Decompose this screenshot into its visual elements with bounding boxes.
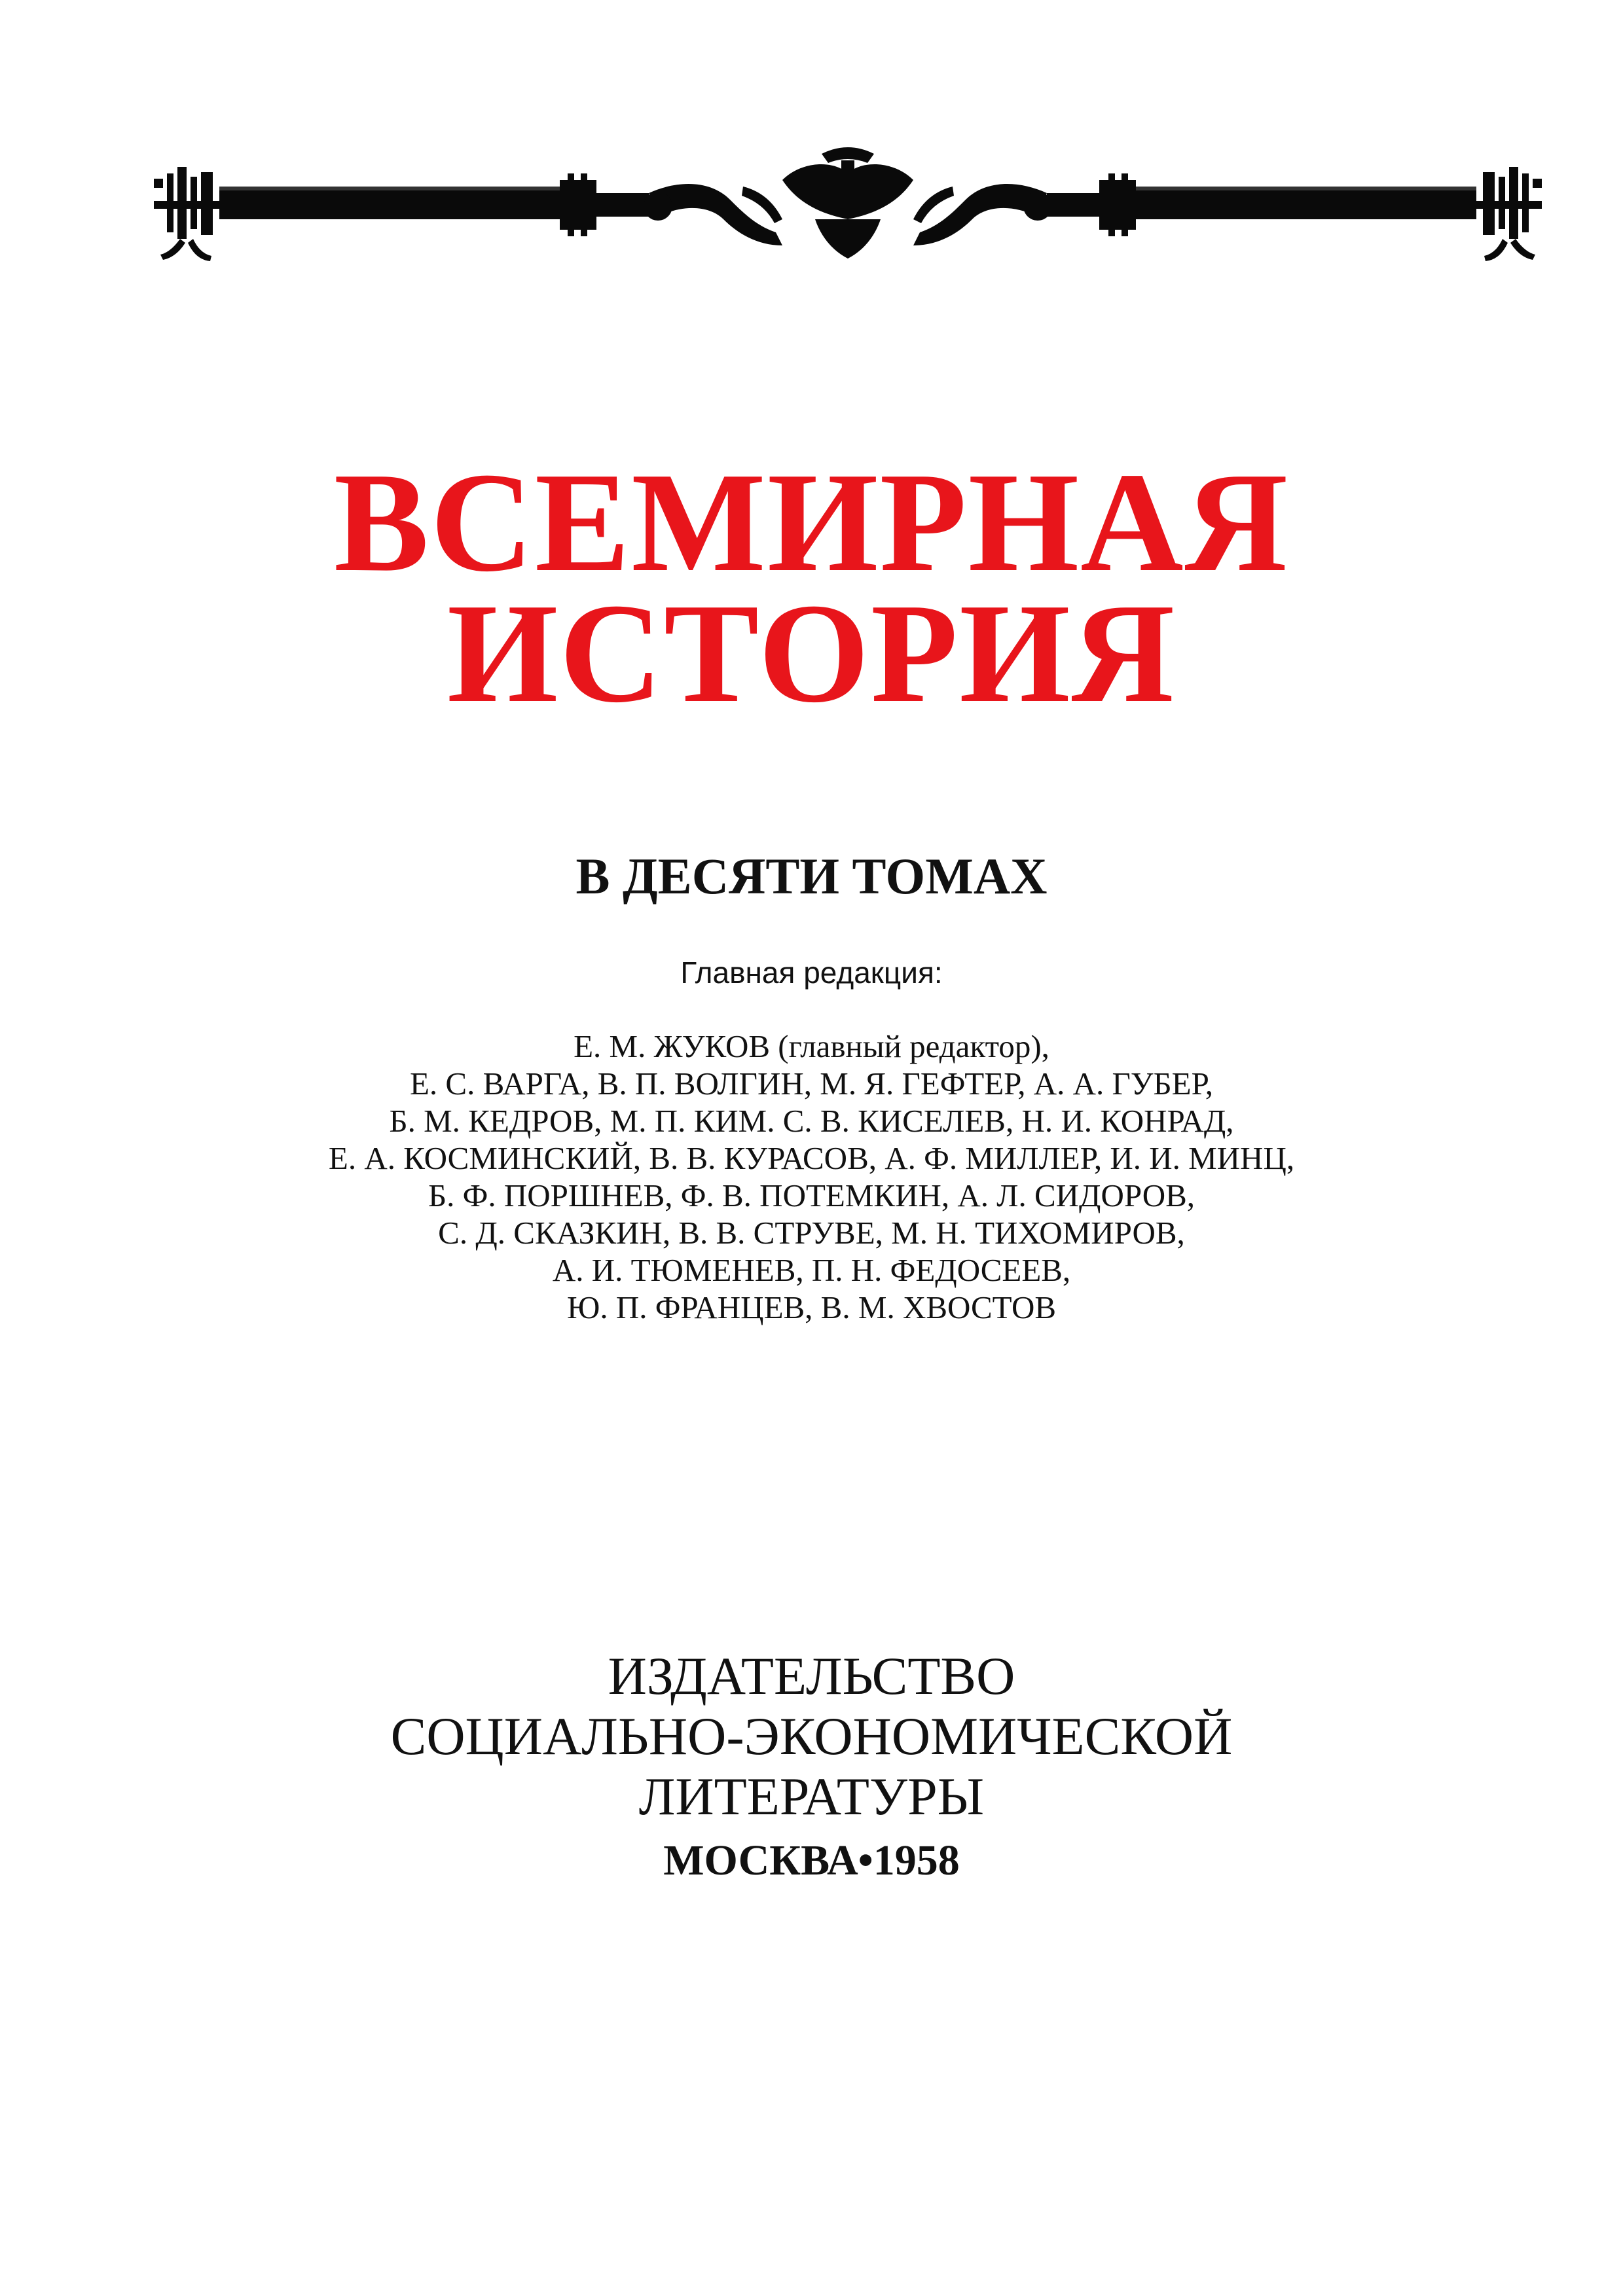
decorative-rod-ornament xyxy=(154,141,1542,272)
editor-line: Е. С. ВАРГА, В. П. ВОЛГИН, М. Я. ГЕФТЕР, А. А. ГУБЕР, xyxy=(410,1066,1213,1102)
publisher-line: ЛИТЕРАТУРЫ xyxy=(638,1767,985,1826)
editor-line: Б. Ф. ПОРШНЕВ, Ф. В. ПОТЕМКИН, А. Л. СИДОРОВ, xyxy=(428,1177,1195,1213)
publisher-line: ИЗДАТЕЛЬСТВО xyxy=(608,1646,1015,1706)
title-line-1: ВСЕМИРНАЯ xyxy=(333,444,1290,601)
title-line-2: ИСТОРИЯ xyxy=(447,575,1176,732)
editor-line: Ю. П. ФРАНЦЕВ, В. М. ХВОСТОВ xyxy=(566,1289,1057,1325)
editor-line: Б. М. КЕДРОВ, М. П. КИМ. С. В. КИСЕЛЕВ, Н. И. КОНРАД, xyxy=(389,1103,1234,1139)
editor-line: Е. А. КОСМИНСКИЙ, В. В. КУРАСОВ, А. Ф. МИЛЛЕР, И. И. МИНЦ, xyxy=(328,1140,1295,1176)
editor-line: С. Д. СКАЗКИН, В. В. СТРУВЕ, М. Н. ТИХОМИРОВ, xyxy=(438,1215,1185,1251)
editorial-board-label: Главная редакция: xyxy=(680,956,943,990)
subtitle: В ДЕСЯТИ ТОМАХ xyxy=(575,848,1048,905)
publisher xyxy=(0,1646,1623,1827)
publisher-line: СОЦИАЛЬНО-ЭКОНОМИЧЕСКОЙ xyxy=(390,1706,1233,1766)
editorial-board-list xyxy=(0,1028,1623,1326)
editor-line: Е. М. ЖУКОВ (главный редактор), xyxy=(574,1028,1049,1064)
city-year: МОСКВА•1958 xyxy=(663,1837,960,1884)
editor-line: А. И. ТЮМЕНЕВ, П. Н. ФЕДОСЕЕВ, xyxy=(552,1252,1071,1288)
